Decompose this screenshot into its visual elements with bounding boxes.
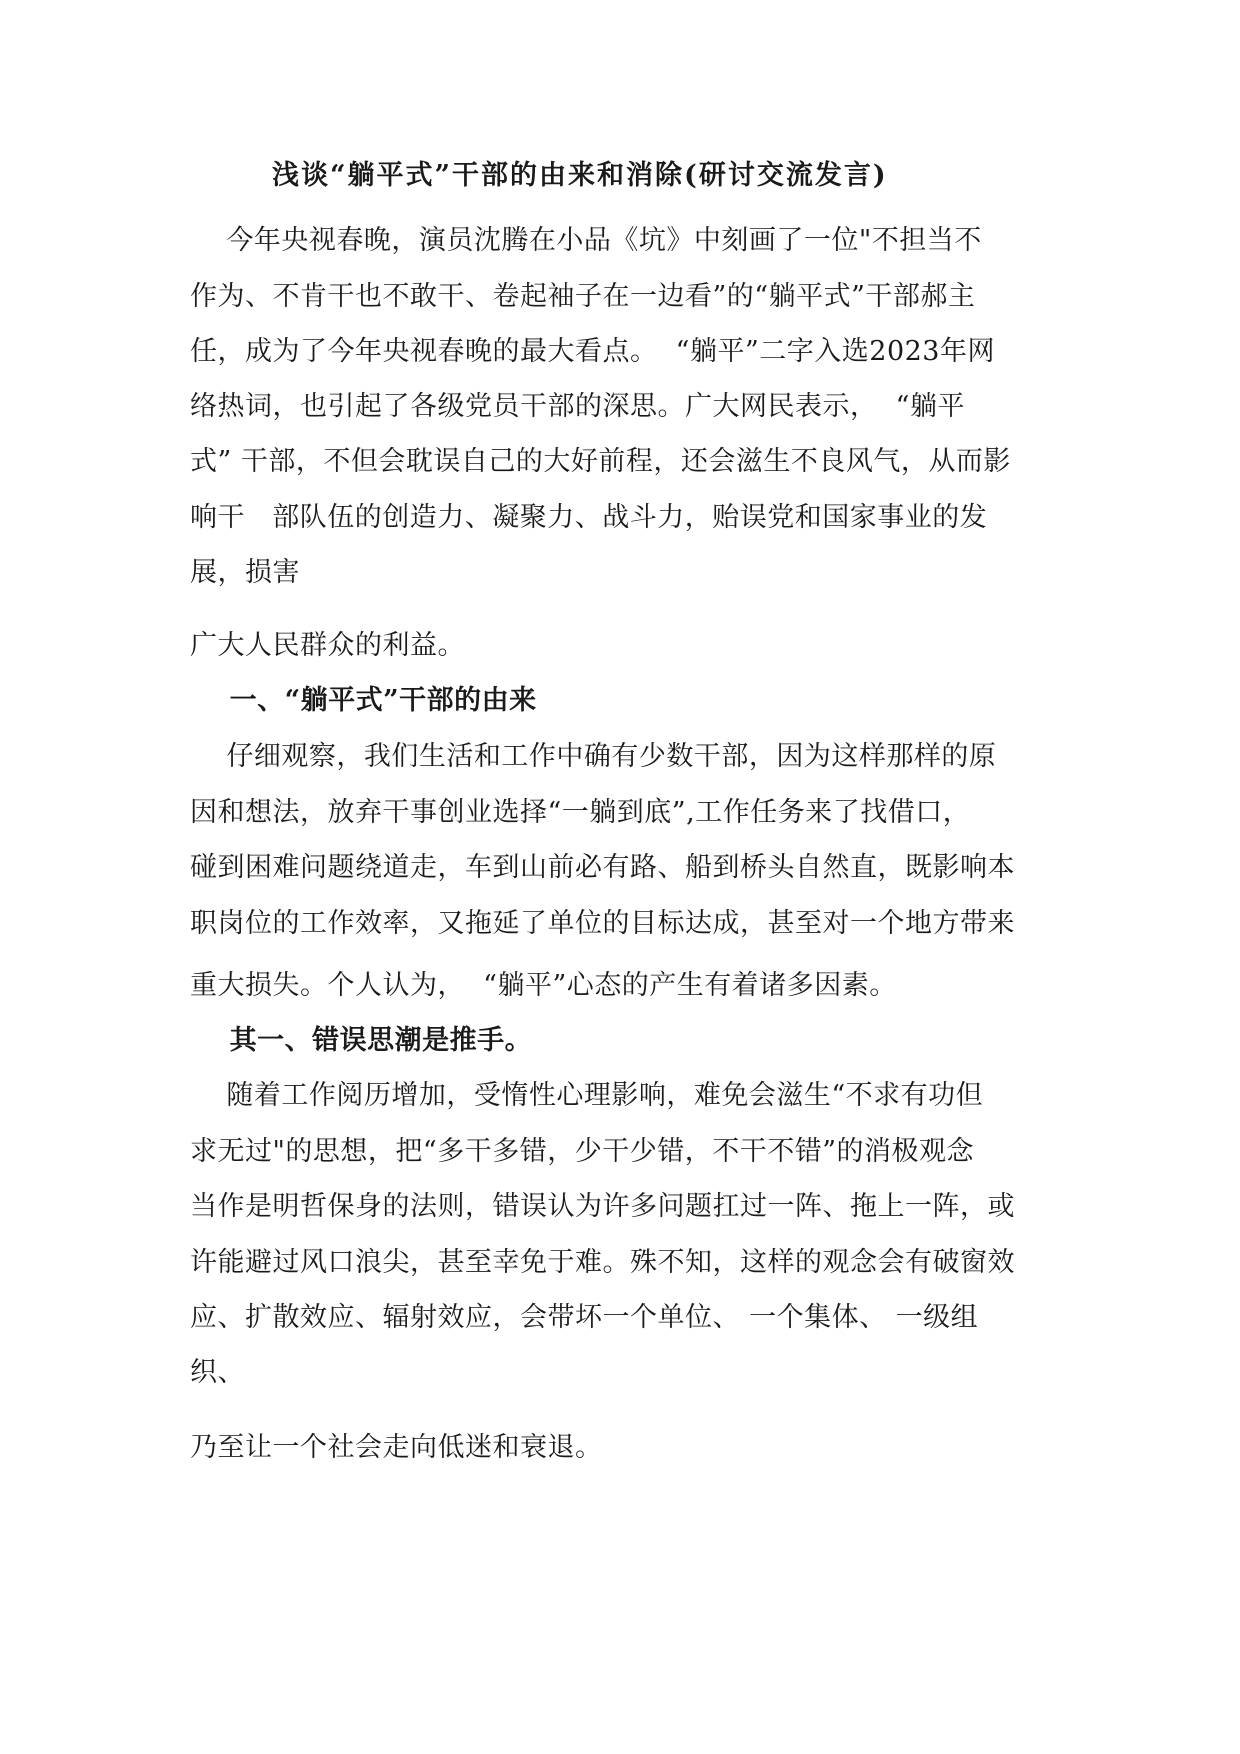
paragraph-line: 乃至让一个社会走向低迷和衰退。: [190, 1432, 603, 1463]
paragraph-line: 作为、不肯干也不敢干、卷起袖子在一边看”的“躺平式”干部郝主: [190, 281, 976, 312]
paragraph-line: 今年央视春晚，演员沈腾在小品《坑》中刻画了一位"不担当不: [190, 225, 982, 256]
paragraph-line: 求无过"的思想，把“多干多错，少干少错，不干不错”的消极观念: [190, 1136, 975, 1167]
paragraph-line: 广大人民群众的利益。: [190, 630, 465, 661]
paragraph-line: 络热词，也引起了各级党员干部的深思。广大网民表示， “躺平: [190, 391, 965, 422]
paragraph-line: 任，成为了今年央视春晚的最大看点。 “躺平”二字入选2023年网: [190, 336, 995, 367]
paragraph-line: 织、: [190, 1357, 245, 1388]
subsection-heading: 其一、错误思潮是推手。: [190, 1025, 533, 1056]
paragraph-line: 响干 部队伍的创造力、凝聚力、战斗力，贻误党和国家事业的发: [190, 502, 988, 533]
paragraph-line: 式” 干部，不但会耽误自己的大好前程，还会滋生不良风气，从而影: [190, 446, 1011, 477]
paragraph-line: 职岗位的工作效率，又拖延了单位的目标达成，甚至对一个地方带来: [190, 908, 1015, 939]
paragraph-line: 因和想法，放弃干事创业选择“一躺到底”,工作任务来了找借口，: [190, 797, 971, 828]
paragraph-line: 展，损害: [190, 557, 300, 588]
section-heading: 一、“躺平式”干部的由来: [190, 685, 537, 716]
paragraph-line: 许能避过风口浪尖，甚至幸免于难。殊不知，这样的观念会有破窗效: [190, 1247, 1015, 1278]
paragraph-line: 应、扩散效应、辐射效应，会带坏一个单位、 一个集体、 一级组: [190, 1302, 979, 1333]
paragraph-line: 碰到困难问题绕道走，车到山前必有路、船到桥头自然直，既影响本: [190, 852, 1015, 883]
paragraph-line: 重大损失。个人认为， “躺平”心态的产生有着诸多因素。: [190, 970, 897, 1001]
paragraph-line: 仔细观察，我们生活和工作中确有少数干部，因为这样那样的原: [190, 741, 997, 772]
paragraph-line: 当作是明哲保身的法则，错误认为许多问题扛过一阵、拖上一阵，或: [190, 1191, 1015, 1222]
paragraph-line: 随着工作阅历增加，受惰性心理影响，难免会滋生“不求有功但: [190, 1080, 984, 1111]
document-title: 浅谈“躺平式”干部的由来和消除(研讨交流发言): [272, 160, 888, 191]
